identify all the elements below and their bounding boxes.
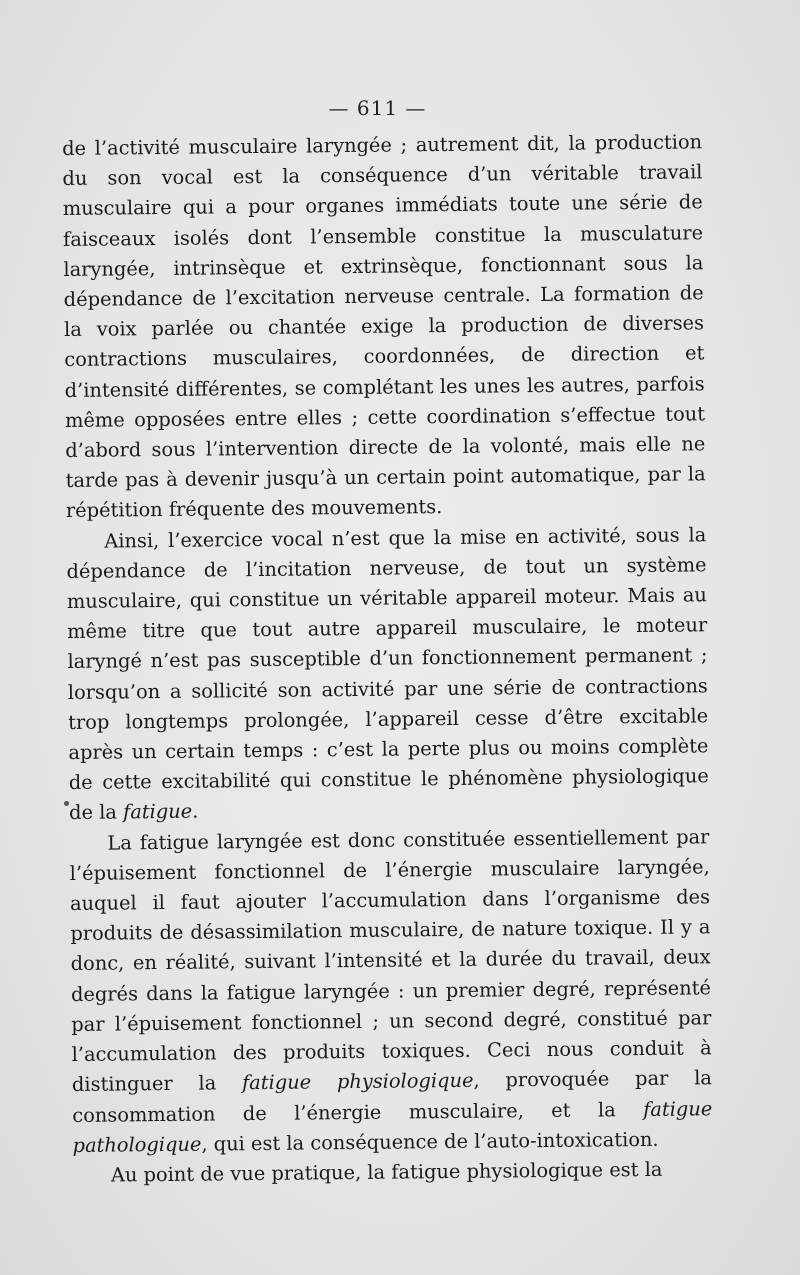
italic-term: fatigue pathologique [72, 1096, 713, 1157]
paragraph [73, 1154, 713, 1191]
page-number: — 611 — [328, 96, 427, 120]
text-fragment: , qui est la conséquence de l’auto-intoxication. [201, 1127, 659, 1156]
ink-speck [64, 801, 69, 806]
paragraph [69, 822, 712, 1161]
text-fragment: La fatigue laryngée est donc constituée essentiellement par l’épuisement fonctionnel de l’énergie musculaire laryngée, auquel il faut ajouter l’accumulation dans l’organisme des produits de désassimilation musculaire, de nature toxique. Il y a donc, en réalité, suivant l’intensité et la durée du travail, deux degrés dans la fatigue laryngée : un premier degré, représenté par l’épuisement fonctionnel ; un second degré, constitué par l’accumulation des produits toxiques. Ceci nous conduit à distinguer la [69, 824, 712, 1097]
body-text [62, 127, 713, 1191]
italic-term: fatigue [122, 800, 193, 824]
text-fragment: , provoquée par la consommation de l’énergie musculaire, et la [72, 1066, 713, 1127]
paragraph [62, 127, 706, 526]
text-fragment: Au point de vue pratique, la fatigue physiologique est la [110, 1157, 663, 1187]
text-fragment: Ainsi, l’exercice vocal n’est que la mise en activité, sous la dépendance de l’incitation nerveuse, de tout un système musculaire, qui constitue un véritable appareil moteur. Mais au même titre que tout autre appareil musculaire, le moteur laryngé n’est pas susceptible d’un fonctionnement permanent ; lorsqu’on a sollicité son activité par une série de contractions trop longtemps prolongée, l’appareil cesse d’être excitable après un certain temps : c’est la perte plus ou moins complète de cette excitabilité qui constitue le phénomène physiologique de la [66, 522, 709, 825]
paragraph [66, 520, 709, 829]
text-fragment: . [192, 800, 199, 824]
italic-term: fatigue physiologique [241, 1069, 474, 1095]
text-fragment: de l’activité musculaire laryngée ; autrement dit, la production du son vocal est la conséquence d’un véritable travail musculaire qui a pour organes immédiats toute une série de faisceaux isolés dont l’ensemble constitue la musculature laryngée, intrinsèque et extrinsèque, fonctionnant sous la dépendance de l’excitation nerveuse centrale. La formation de la voix parlée ou chantée exige la production de diverses contractions musculaires, coordonnées, de direction et d’intensité différentes, se complétant les unes les autres, parfois même opposées entre elles ; cette coordination s’effectue tout d’abord sous l’intervention directe de la volonté, mais elle ne tarde pas à devenir jusqu’à un certain point automatique, par la répétition fréquente des mouvements. [62, 130, 706, 523]
